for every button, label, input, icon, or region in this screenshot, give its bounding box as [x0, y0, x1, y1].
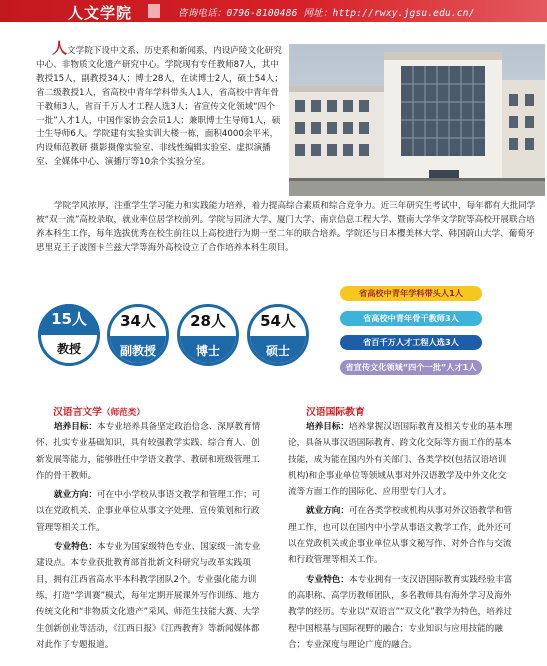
- intro-paragraph: [36, 39, 283, 170]
- program-section: 专业特色：本专业拥有一支汉语国际教育实践经验丰富的高职称、高学历教师团队，多名教师具有海外学习及海外教学的经历。专业以“双语言”“双文化”教学为特色，培养过程中国根基与国际视野的融合；专业知识与应用技能的融合；专业深度与理论广度的融合。: [288, 574, 513, 650]
- stat-value: 34人: [120, 312, 156, 330]
- program-details-right: [288, 419, 514, 656]
- program-subtitle: （师范类）: [101, 408, 145, 418]
- program-section: 就业方向：可在中小学校从事语文教学和管理工作；可以在党政机关、企事业单位从事文字处理、宣传策划和行政管理等相关工作。: [36, 490, 261, 533]
- stat-value: 28人: [190, 312, 226, 330]
- program-details-left: [36, 419, 262, 656]
- program-section: 培养目标：培养掌握汉语国际教育及相关专业的基本理论，具备从事汉语国际教育、跨文化交际等方面工作的基本技能，成为能在国内外有关部门、各类学校(包括汉语培训机构)和企事业单位等领域从事对外汉语教学及中外文化交流等方面工作的国际化、应用型专门人才。: [288, 422, 513, 498]
- stat-label: 副教授: [110, 336, 166, 366]
- stat-doctors: [177, 304, 239, 366]
- college-title: 人文学院: [68, 4, 133, 22]
- program-section: 专业特色：本专业为国家级特色专业、国家级一流专业建设点。本专业获批教育部首批新文科研究与改革实践项目，拥有江西省高水平本科教学团队2个。专业强化能力训练，打造“学训赛”模式，每年定期开展课外写作训练、地方传统文化和“非物质文化遗产”采风、师范生技能大赛、大学生创新创业等活动，《江西日报》《江西教育》等新闻媒体都对此作了专题报道。: [36, 542, 261, 650]
- highlight-pill: 省宣传文化领域“四个一批”人才1人: [340, 360, 482, 375]
- intro-paragraph-2: 学院学风浓厚，注重学生学习能力和实践能力培养，着力提高综合素质和综合竞争力。近三年研究生考试中，每年都有大批同学被“双一流”高校录取，就业率位居学校前列。学院与同济大学、厦门大学、南京信息工程大学、暨南大学华文学院等高校开展联合培养本科生工作，每年选拔优秀在校生前往以上高校进行为期一至二年的联合培养。学院还与日本樱美林大学、韩国蔚山大学、葡萄牙思里克王子波图卡兰兹大学等海外高校设立了合作培养本科生项目。: [36, 201, 536, 253]
- stat-label: 硕士: [250, 336, 306, 366]
- building-image: [289, 44, 545, 196]
- building-photo: [289, 44, 545, 196]
- program-section: 培养目标：本专业培养具备坚定政治信念、深厚教育情怀、扎实专业基础知识，具有较强教学实践、综合育人、创新发展等能力，能够胜任中学语文教学、教研和班级管理工作的骨干教师。: [36, 422, 261, 481]
- highlight-pill: 省高校中青年骨干教师3人: [340, 311, 482, 326]
- program-section: 就业方向：可在各类学校或机构从事对外汉语教学和管理工作，也可以在国内中小学从事语文教学工作，此外还可以在党政机关或企事业单位从事文秘写作、对外合作与交流和行政管理等相关工作。: [288, 506, 513, 566]
- intro-text: 文学院下设中文系、历史系和新闻系，内设庐陵文化研究中心、非物质文化遗产研究中心。学院现有专任教师87人，其中教授15人，副教授34人；博士28人，在读博士2人，硕士54人；省二级教授1人，省高校中青年学科带头人1人，省高校中青年骨干教师3人，省百千万人才工程人选3人；省宣传文化领域“四个一批”人才1人，中国作家协会会员1人；兼职博士生导师1人，硕士生导师6人。学院建有实验实训大楼一栋，面积4000余平米，内设师范教研 摄影摄像实验室、非线性编辑实验室、虚拟演播室、全媒体中心、演播厅等10余个实验分室。: [36, 46, 283, 168]
- program-title: 汉语言文学（师范类）: [53, 407, 145, 418]
- page-header: [0, 0, 547, 22]
- stat-label: 博士: [180, 336, 236, 366]
- header-divider: [148, 4, 160, 18]
- highlight-pill: 省高校中青年学科带头人1人: [340, 286, 482, 301]
- stat-masters: [247, 304, 309, 366]
- program-title: 汉语国际教育: [306, 407, 365, 418]
- stat-associate-professors: [107, 304, 169, 366]
- highlight-pill: 省百千万人才工程人选3人: [340, 335, 482, 350]
- stat-label: 教授: [38, 335, 100, 366]
- contact-info: 咨询电话：0796-8100486 网址：http://rwxy.jgsu.edu.cn/: [178, 8, 475, 19]
- stat-value: 54人: [260, 312, 296, 330]
- stat-professors: [38, 304, 100, 366]
- stat-value: 15人: [38, 304, 100, 335]
- intro-first-char: 人: [52, 39, 68, 57]
